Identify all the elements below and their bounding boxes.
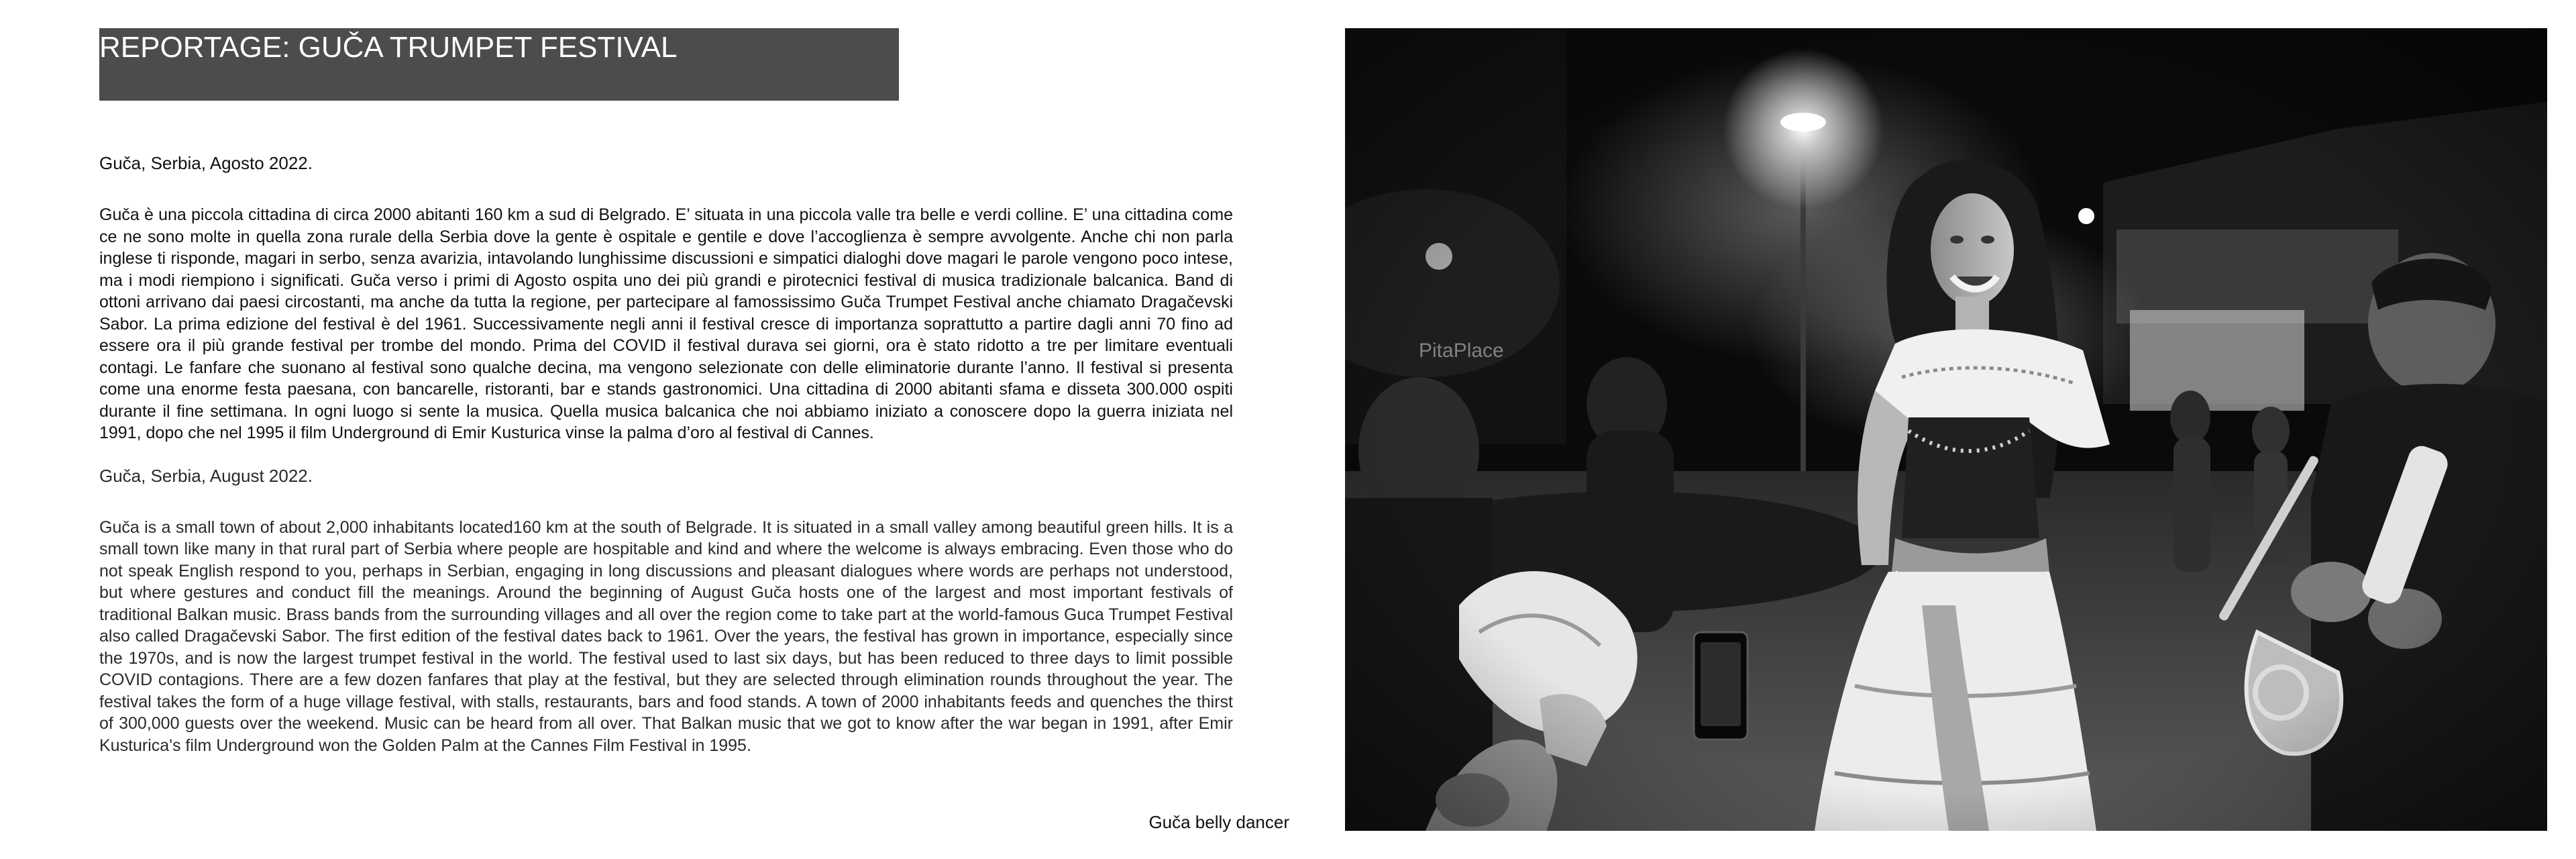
italian-body: Guča è una piccola cittadina di circa 2000 abitanti 160 km a sud di Belgrado. E’ situata in una piccola valle tra belle e verdi colline. E’ una cittadina come ce ne sono molte in quella zona rurale della Serbia dove la gente è ospitale e gentile e dove l’accoglienza è sempre avvolgente. Anche chi non parla inglese ti risponde, magari in serbo, senza avarizia, intavolando lunghissime discussioni e simpatici dialoghi dove magari le parole vengono poco intese, ma i modi riempiono i significati. Guča verso i primi di Agosto ospita uno dei più grandi e pirotecnici festival di musica tradizionale balcanica. Band di ottoni arrivano dai paesi circostanti, ma anche da tutta la regione, per partecipare al famossissimo Guča Trumpet Festival anche chiamato Dragačevski Sabor. La prima edizione del festival è del 1961. Successivamente negli anni il festival cresce di importanza soprattutto a partire dagli anni 70 fino ad essere ora il più grande festival per trombe del mondo. Prima del COVID il festival durava sei giorni, ora è stato ridotto a tre per limitare eventuali contagi. Le fanfare che suonano al festival sono qualche decina, ma vengono selezionate con delle eliminatorie durante l’anno. Il festival si presenta come una enorme festa paesana, con bancarelle, ristoranti, bar e stands gastronomici. Una cittadina di 2000 abitanti sfama e disseta 300.000 ospiti durante il fine settimana. In ogni luogo si sente la musica. Quella musica balcanica che noi abbiamo iniziato a conoscere dopo la guerra iniziata nel 1991, dopo che nel 1995 il film Underground di Emir Kusturica vinse la palma d’oro al festival di Cannes. [99, 205, 1233, 442]
english-section [99, 464, 1233, 757]
photo-caption: Guča belly dancer [1148, 812, 1289, 832]
italian-dateline: Guča, Serbia, Agosto 2022. [99, 153, 313, 173]
page-title: REPORTAGE: GUČA TRUMPET FESTIVAL [99, 31, 678, 64]
title-banner [99, 28, 899, 101]
english-body: Guča is a small town of about 2,000 inhabitants located160 km at the south of Belgrade. It is situated in a small valley among beautiful green hills. It is a small town like many in that rural part of Serbia where people are hospitable and kind and where the welcome is always embracing. Even those who do not speak English respond to you, perhaps in Serbian, engaging in long discussions and pleasant dialogues where words are perhaps not understood, but where gestures and conduct fill the meanings. Around the beginning of August Guča hosts one of the largest and most important festivals of traditional Balkan music. Brass bands from the surrounding villages and all over the region come to take part at the world-famous Guca Trumpet Festival also called Dragačevski Sabor. The first edition of the festival dates back to 1961. Over the years, the festival has grown in importance, especially since the 1970s, and is now the largest trumpet festival in the world. The festival used to last six days, but has been reduced to three days to limit possible COVID contagions. There are a few dozen fanfares that play at the festival, but they are selected through elimination rounds throughout the year. The festival takes the form of a huge village festival, with stalls, restaurants, bars and food stands. A town of 2000 inhabitants feeds and quenches the thirst of 300,000 guests over the weekend. Music can be heard from all over. That Balkan music that we got to know after the war began in 1991, after Emir Kusturica's film Underground won the Golden Palm at the Cannes Film Festival in 1995. [99, 517, 1233, 755]
article-text [99, 152, 1233, 776]
belly-dancer-photo [1345, 28, 2547, 831]
photo-illustration [1345, 28, 2547, 831]
italian-section [99, 152, 1233, 444]
english-dateline: Guča, Serbia, August 2022. [99, 465, 313, 486]
